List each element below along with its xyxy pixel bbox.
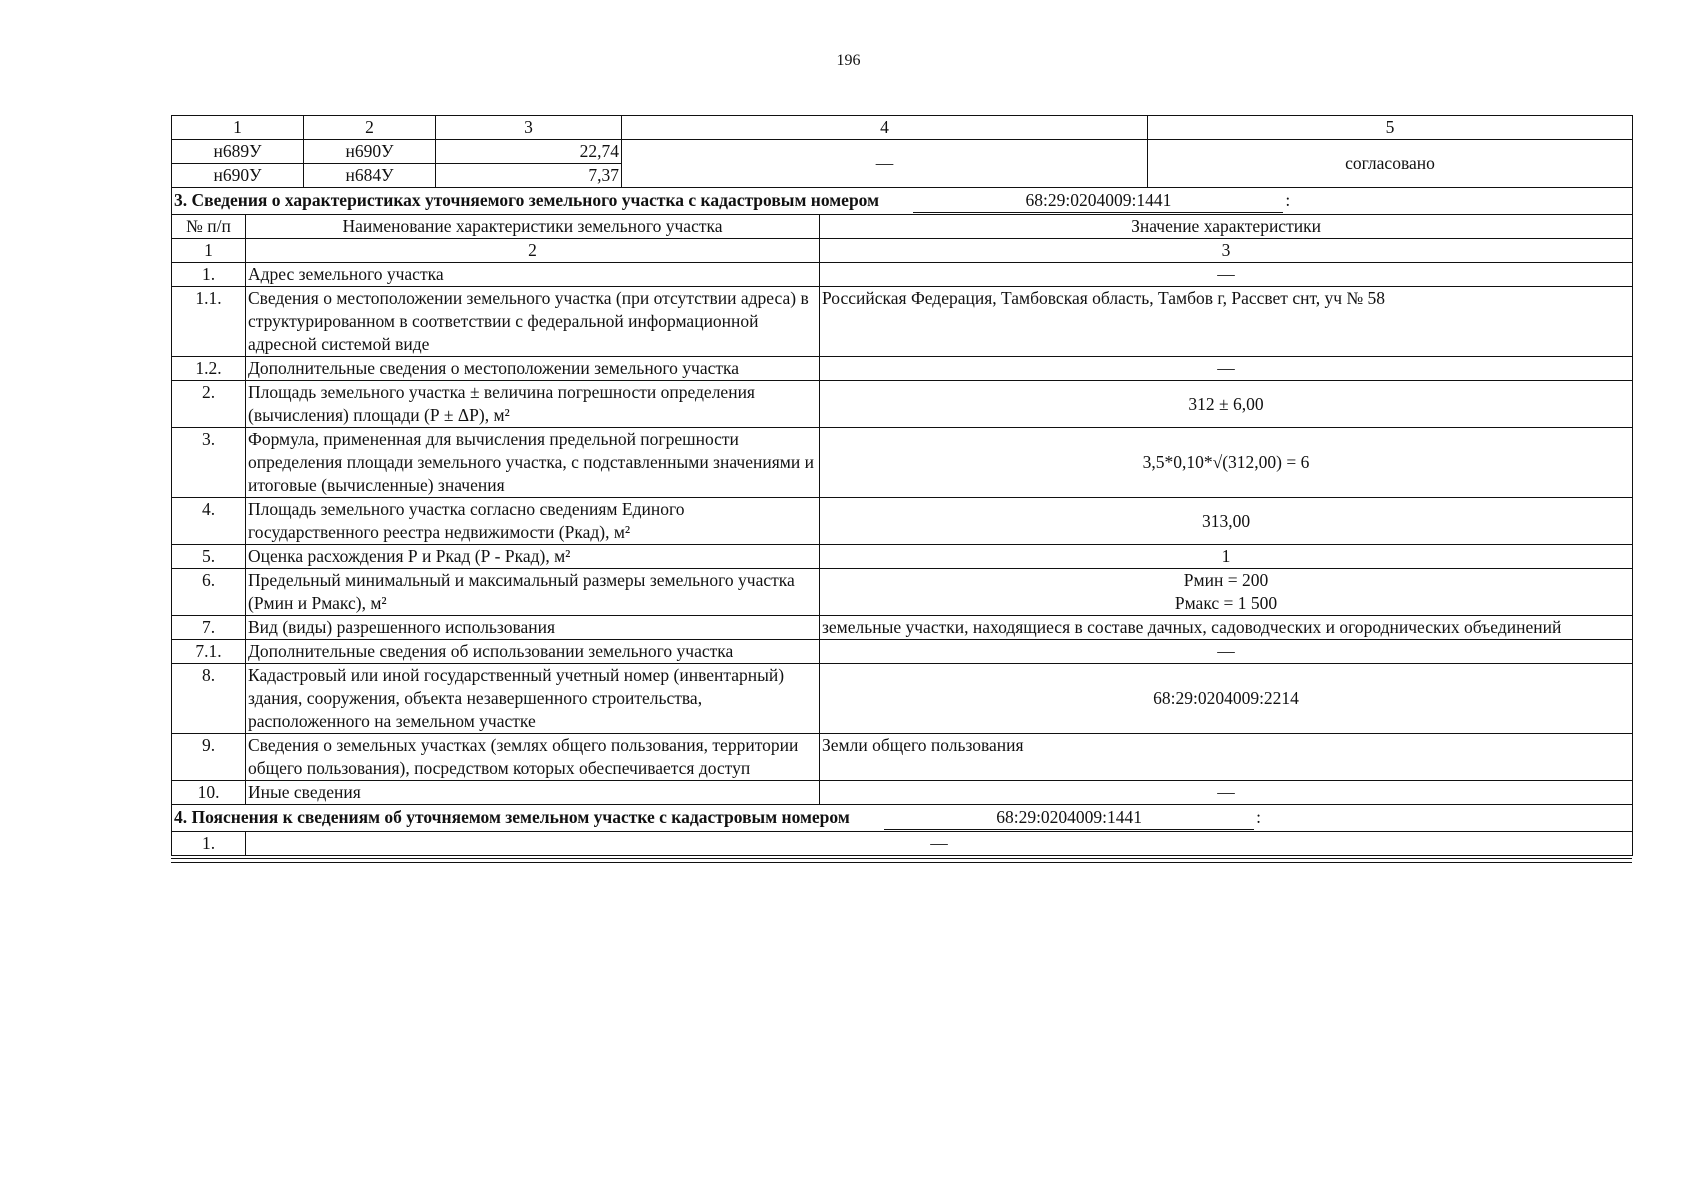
point-from: н690У <box>172 164 304 188</box>
row-value: Земли общего пользования <box>820 734 1633 781</box>
row-value: — <box>820 357 1633 381</box>
table-row <box>172 616 1633 640</box>
row-number: 3. <box>172 428 246 498</box>
row-number: 2. <box>172 381 246 428</box>
row-name: Адрес земельного участка <box>246 263 820 287</box>
row-value-range <box>820 569 1633 616</box>
header-number: № п/п <box>172 215 246 239</box>
row-name: Формула, примененная для вычисления предельной погрешности определения площади земельного участка, с подставленными значениями и итоговые (вычисленные) значения <box>246 428 820 498</box>
row-value: — <box>820 640 1633 664</box>
table-row <box>172 428 1633 498</box>
row-number: 5. <box>172 545 246 569</box>
section3-title-text: 3. Сведения о характеристиках уточняемого земельного участка с кадастровым номером <box>174 190 880 210</box>
row-value: 1 <box>820 545 1633 569</box>
row-name: Кадастровый или иной государственный учетный номер (инвентарный) здания, сооружения, объекта незавершенного строительства, расположенного на земельном участке <box>246 664 820 734</box>
table-row <box>172 545 1633 569</box>
row-name: Оценка расхождения Р и Ркад (Р - Ркад), м² <box>246 545 820 569</box>
characteristics-index-row <box>172 239 1633 263</box>
index-col-3: 3 <box>820 239 1633 263</box>
segment-length: 7,37 <box>436 164 622 188</box>
section4-cadastral-number: 68:29:0204009:1441 <box>884 806 1254 830</box>
segment-length: 22,74 <box>436 140 622 164</box>
table-row <box>172 357 1633 381</box>
index-col-2: 2 <box>246 239 820 263</box>
index-col-1: 1 <box>172 239 246 263</box>
table-row <box>172 734 1633 781</box>
row-value: 3,5*0,10*√(312,00) = 6 <box>820 428 1633 498</box>
table-row <box>172 664 1633 734</box>
point-to: н684У <box>304 164 436 188</box>
row-number: 7.1. <box>172 640 246 664</box>
header-col-1: 1 <box>172 116 304 140</box>
row-value: 312 ± 6,00 <box>820 381 1633 428</box>
row-value: 68:29:0204009:2214 <box>820 664 1633 734</box>
row-name: Предельный минимальный и максимальный размеры земельного участка (Рмин и Рмакс), м² <box>246 569 820 616</box>
row-name: Дополнительные сведения об использовании земельного участка <box>246 640 820 664</box>
table-row <box>172 569 1633 616</box>
row-value-max: Рмакс = 1 500 <box>1174 593 1278 613</box>
row-value: — <box>820 263 1633 287</box>
header-col-2: 2 <box>304 116 436 140</box>
row-number: 7. <box>172 616 246 640</box>
row-name: Площадь земельного участка ± величина погрешности определения (вычисления) площади (Р ± ΔР), м² <box>246 381 820 428</box>
table-row <box>172 287 1633 357</box>
section3-title <box>172 188 1633 215</box>
header-value: Значение характеристики <box>820 215 1633 239</box>
row-value: — <box>246 832 1633 856</box>
row-name: Вид (виды) разрешенного использования <box>246 616 820 640</box>
row-value: — <box>820 781 1633 805</box>
table-row <box>172 140 1633 164</box>
row-value: 313,00 <box>820 498 1633 545</box>
row-name: Сведения о местоположении земельного участка (при отсутствии адреса) в структурированном в соответствии с федеральной информационной адресной системой виде <box>246 287 820 357</box>
row-number: 6. <box>172 569 246 616</box>
section4-colon: : <box>1256 807 1261 827</box>
table-row <box>172 640 1633 664</box>
col4-value: — <box>622 140 1148 188</box>
row-number: 4. <box>172 498 246 545</box>
document-sheet <box>171 115 1632 863</box>
section3-cadastral-number: 68:29:0204009:1441 <box>913 189 1283 213</box>
table-row <box>172 381 1633 428</box>
row-number: 1. <box>172 263 246 287</box>
header-col-5: 5 <box>1148 116 1633 140</box>
table-row <box>172 781 1633 805</box>
section4-title-row <box>172 805 1633 832</box>
explanations-table <box>171 804 1633 856</box>
row-name: Сведения о земельных участках (землях общего пользования, территории общего пользования), посредством которых обеспечивается доступ <box>246 734 820 781</box>
row-name: Дополнительные сведения о местоположении земельного участка <box>246 357 820 381</box>
table-row <box>172 832 1633 856</box>
characteristics-table <box>171 187 1633 805</box>
point-from: н689У <box>172 140 304 164</box>
header-col-3: 3 <box>436 116 622 140</box>
row-name: Площадь земельного участка согласно сведениям Единого государственного реестра недвижимости (Ркад), м² <box>246 498 820 545</box>
section3-title-row <box>172 188 1633 215</box>
section3-colon: : <box>1285 190 1291 210</box>
table-row <box>172 498 1633 545</box>
col5-value: согласовано <box>1148 140 1633 188</box>
section4-title-text: 4. Пояснения к сведениям об уточняемом земельном участке с кадастровым номером <box>174 807 850 827</box>
row-value: земельные участки, находящиеся в составе дачных, садоводческих и огороднических объединений <box>820 616 1633 640</box>
row-number: 1.2. <box>172 357 246 381</box>
row-number: 9. <box>172 734 246 781</box>
page-number: 196 <box>836 52 861 69</box>
point-to: н690У <box>304 140 436 164</box>
row-number: 8. <box>172 664 246 734</box>
row-value: Российская Федерация, Тамбовская область, Тамбов г, Рассвет снт, уч № 58 <box>820 287 1633 357</box>
header-name: Наименование характеристики земельного участка <box>246 215 820 239</box>
boundary-table <box>171 115 1633 188</box>
row-name: Иные сведения <box>246 781 820 805</box>
row-number: 1.1. <box>172 287 246 357</box>
section4-title <box>172 805 1633 832</box>
characteristics-header-row <box>172 215 1633 239</box>
row-value-min: Рмин = 200 <box>1183 570 1269 590</box>
table-row <box>172 263 1633 287</box>
boundary-header-row <box>172 116 1633 140</box>
bottom-rule <box>171 858 1632 863</box>
row-number: 1. <box>172 832 246 856</box>
header-col-4: 4 <box>622 116 1148 140</box>
row-number: 10. <box>172 781 246 805</box>
